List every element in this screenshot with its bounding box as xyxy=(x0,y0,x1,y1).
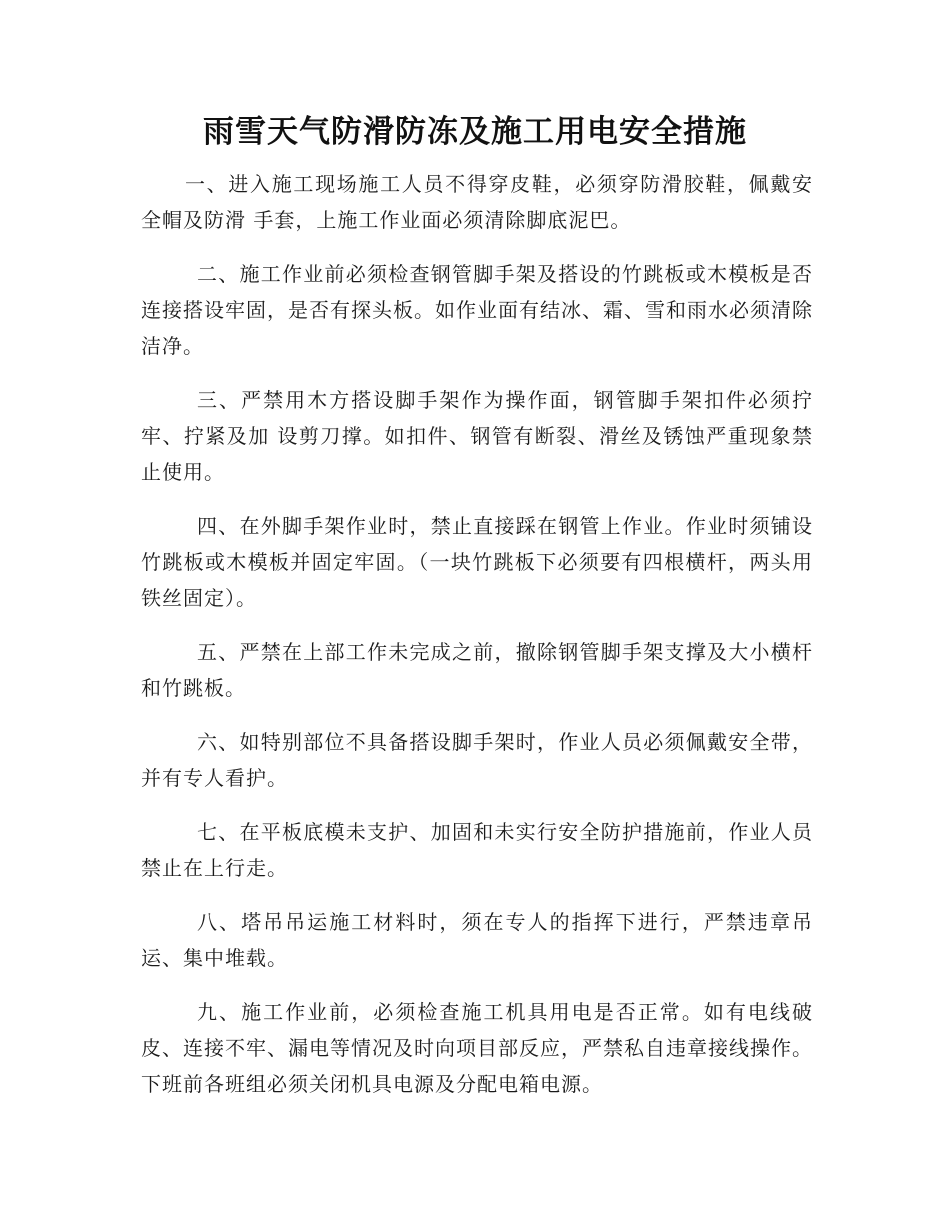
paragraph-6: 六、如特别部位不具备搭设脚手架时，作业人员必须佩戴安全带，并有专人看护。 xyxy=(141,730,813,790)
paragraph-4: 四、在外脚手架作业时，禁止直接踩在钢管上作业。作业时须铺设竹跳板或木模板并固定牢固。（一块竹跳板下必须要有四根横杆，两头用铁丝固定）。 xyxy=(141,514,813,610)
paragraph-9: 九、施工作业前，必须检查施工机具用电是否正常。如有电线破皮、连接不牢、漏电等情况及时向项目部反应，严禁私自违章接线操作。下班前各班组必须关闭机具电源及分配电箱电源。 xyxy=(141,1000,813,1096)
paragraph-7: 七、在平板底模未支护、加固和未实行安全防护措施前，作业人员禁止在上行走。 xyxy=(141,820,813,880)
paragraph-5: 五、严禁在上部工作未完成之前，撤除钢管脚手架支撑及大小横杆和竹跳板。 xyxy=(141,640,813,700)
paragraph-1: 一、进入施工现场施工人员不得穿皮鞋，必须穿防滑胶鞋，佩戴安全帽及防滑 手套，上施工作业面必须清除脚底泥巴。 xyxy=(141,172,813,232)
paragraph-2: 二、施工作业前必须检查钢管脚手架及搭设的竹跳板或木模板是否连接搭设牢固，是否有探头板。如作业面有结冰、霜、雪和雨水必须清除洁净。 xyxy=(141,262,813,358)
document-title: 雨雪天气防滑防冻及施工用电安全措施 xyxy=(203,114,747,150)
paragraph-8: 八、塔吊吊运施工材料时，须在专人的指挥下进行，严禁违章吊运、集中堆载。 xyxy=(141,910,813,970)
paragraph-3: 三、严禁用木方搭设脚手架作为操作面，钢管脚手架扣件必须拧牢、拧紧及加 设剪刀撑。如扣件、钢管有断裂、滑丝及锈蚀严重现象禁止使用。 xyxy=(141,388,813,484)
